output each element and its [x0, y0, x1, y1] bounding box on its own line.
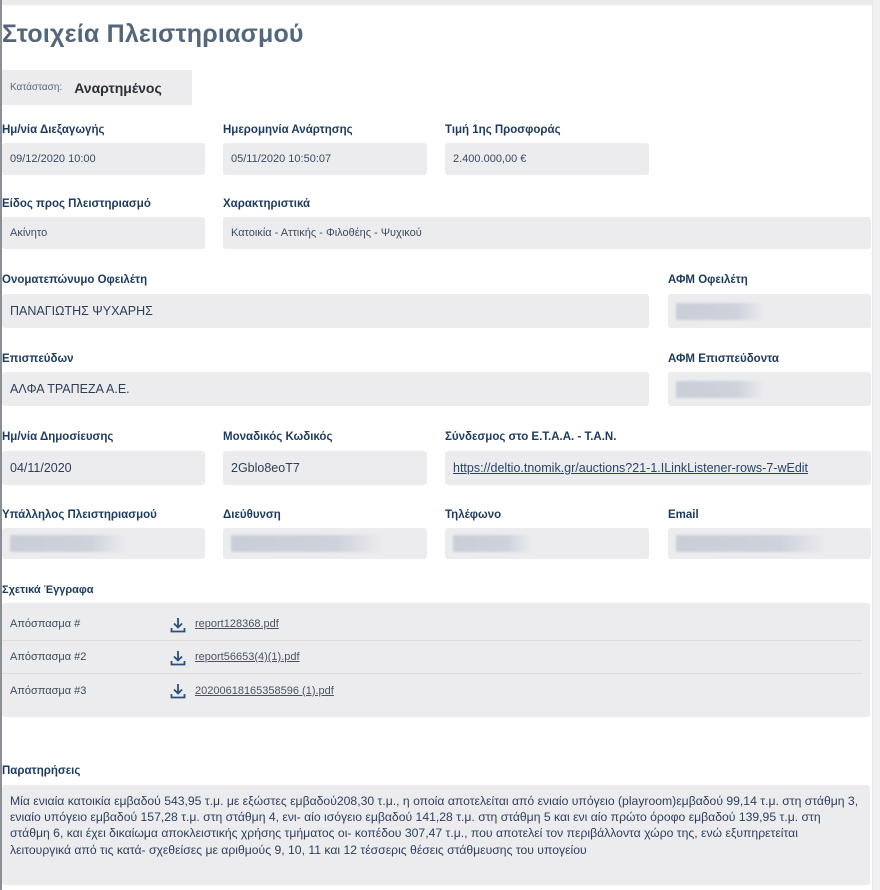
debtor-tax-id-label: ΑΦΜ Οφειλέτη [668, 274, 748, 286]
auction-officer-label: Υπάλληλος Πλειστηριασμού [2, 509, 157, 521]
characteristics-label: Χαρακτηριστικά [223, 198, 311, 210]
redacted-value [676, 381, 764, 398]
email-label: Email [668, 509, 699, 521]
status-badge [2, 70, 192, 105]
creditor-tax-id-field [668, 372, 871, 406]
debtor-tax-id-field [668, 294, 871, 328]
top-bar [0, 0, 880, 5]
auction-officer-field [2, 528, 205, 559]
notes-label: Παρατηρήσεις [2, 765, 81, 777]
download-icon[interactable] [169, 616, 187, 634]
auction-date-field: 09/12/2020 10:00 [2, 143, 205, 175]
redacted-value [231, 535, 383, 552]
document-name: Απόσπασμα # [10, 618, 81, 630]
vertical-scrollbar[interactable] [872, 0, 880, 890]
debtor-name-label: Ονοματεπώνυμο Οφειλέτη [2, 274, 148, 286]
item-type-field: Ακίνητο [2, 217, 205, 249]
unique-code-label: Μοναδικός Κωδικός [223, 431, 333, 443]
unique-code-field: 2Gblo8eoT7 [223, 451, 427, 485]
redacted-value [676, 535, 826, 552]
item-type-label: Είδος προς Πλειστηριασμό [2, 198, 151, 210]
document-row [2, 608, 862, 641]
document-file-link[interactable]: report128368.pdf [195, 618, 279, 630]
status-value: Αναρτημένος [74, 79, 162, 96]
redacted-value [676, 303, 764, 320]
document-row [2, 674, 862, 707]
etaa-link[interactable]: https://deltio.tnomik.gr/auctions?21-1.ILinkListener-rows-7-wEdit [453, 461, 809, 475]
first-bid-price-label: Τιμή 1ης Προσφοράς [445, 124, 561, 136]
creditor-field: ΑΛΦΑ ΤΡΑΠΕΖΑ Α.Ε. [2, 372, 649, 406]
page-title: Στοιχεία Πλειστηριασμού [2, 20, 304, 48]
etaa-link-label: Σύνδεσμος στο Ε.Τ.Α.Α. - Τ.Α.Ν. [445, 431, 617, 443]
download-icon[interactable] [169, 649, 187, 667]
publication-date-field: 04/11/2020 [2, 451, 205, 485]
posting-date-label: Ημερομηνία Ανάρτησης [223, 124, 353, 136]
notes-text: Μία ενιαία κατοικία εμβαδού 543,95 τ.μ. με εξώστες εμβαδού208,30 τ.μ., η οποία αποτελείται από ενιαίο υπόγειο (playroom)εμβαδού 99,14 τ.μ. στη στάθμη 3, ενιαίο υπόγειο εμβαδού 157,28 τ.μ. στη στάθμη 4, ενι- αίο ισόγειο εμβαδού 141,28 τ.μ. στη στάθμη 5 και ενι αίο πρώτο όροφο εμβαδού 139,95 τ.μ. στη στάθμη 6, και έχει δικαίωμα αποκλειστικής χρήσης τμήματος οι- κοπέδου 307,47 τ.μ., που αποτελεί τον περιβάλλοντα χώρο της, ενώ εξυπηρετείται λειτουργικά από τις κατά- σχεθείσες με αριθμούς 9, 10, 11 και 12 τέσσερις θέσεις στάθμευσης του υπογείου [2, 785, 870, 885]
document-file-link[interactable]: 20200618165358596 (1).pdf [195, 684, 334, 697]
publication-date-label: Ημ/νία Δημοσίευσης [2, 431, 114, 443]
debtor-name-field: ΠΑΝΑΓΙΩΤΗΣ ΨΥΧΑΡΗΣ [2, 294, 649, 328]
first-bid-price-field: 2.400.000,00 € [445, 143, 649, 175]
phone-field [445, 528, 649, 559]
address-field [223, 528, 427, 559]
redacted-value [453, 535, 531, 552]
etaa-link-field [445, 451, 871, 485]
posting-date-field: 05/11/2020 10:50:07 [223, 143, 427, 175]
email-field [668, 528, 871, 559]
documents-panel [2, 603, 870, 717]
document-file-link[interactable]: report56653(4)(1).pdf [195, 651, 300, 663]
characteristics-field: Κατοικία - Αττικής - Φιλοθέης - Ψυχικού [223, 217, 871, 249]
documents-label: Σχετικά Έγγραφα [2, 584, 94, 596]
creditor-tax-id-label: ΑΦΜ Επισπεύδοντα [668, 353, 779, 365]
download-icon[interactable] [169, 682, 187, 700]
document-row [2, 641, 862, 674]
document-name: Απόσπασμα #3 [10, 684, 87, 697]
auction-date-label: Ημ/νία Διεξαγωγής [2, 124, 105, 136]
creditor-label: Επισπεύδων [2, 353, 74, 365]
status-label: Κατάσταση: [10, 82, 63, 93]
document-name: Απόσπασμα #2 [10, 651, 87, 663]
redacted-value [10, 535, 125, 552]
phone-label: Τηλέφωνο [445, 509, 502, 521]
address-label: Διεύθυνση [223, 509, 281, 521]
